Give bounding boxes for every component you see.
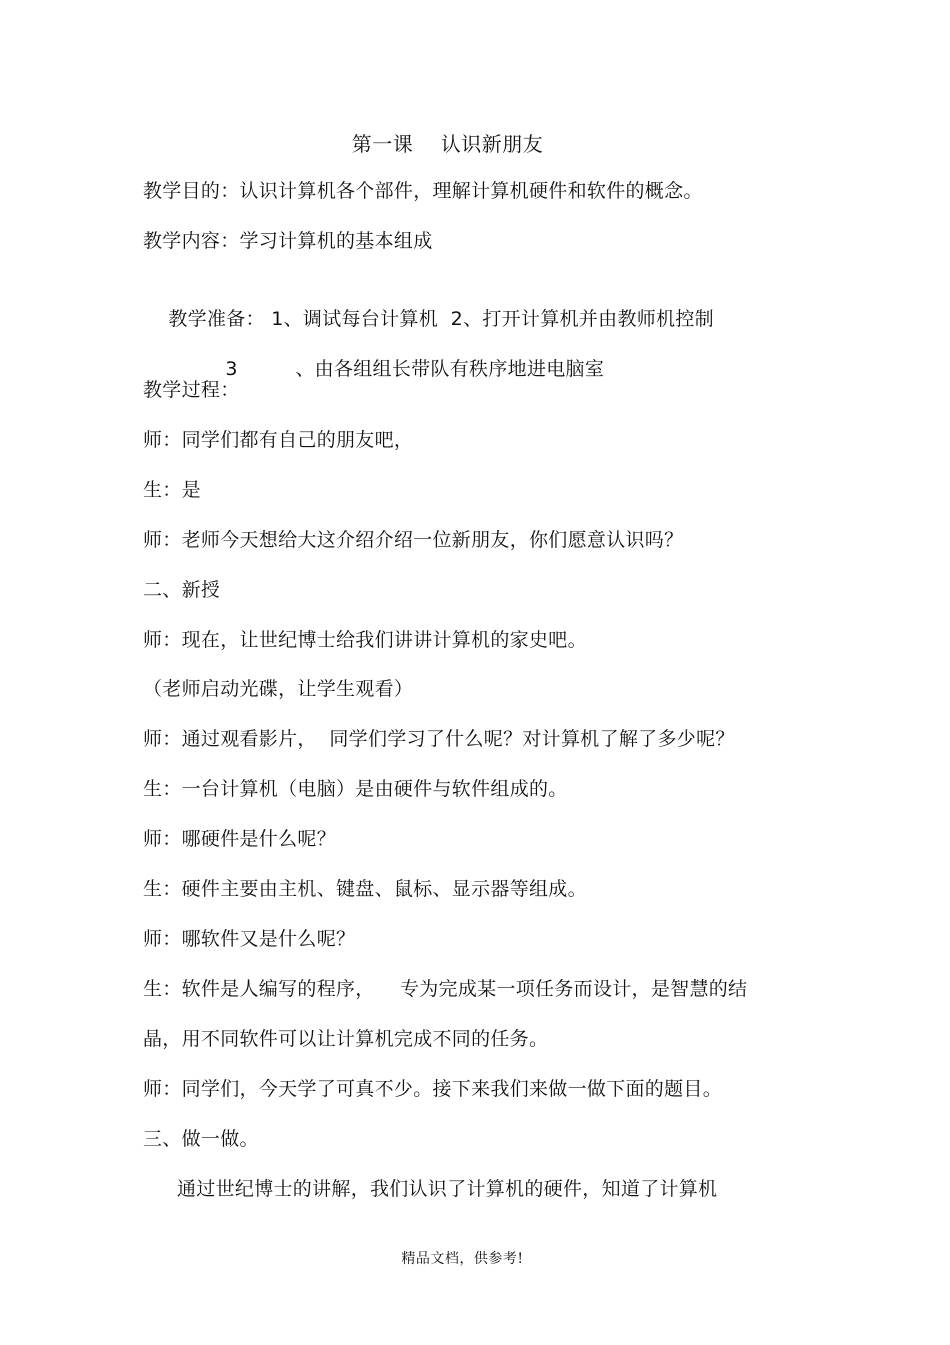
dialogue-line: 师：同学们，今天学了可真不少。接下来我们来做一做下面的题目。	[143, 1078, 723, 1100]
dialogue-line: 师：同学们都有自己的朋友吧，	[143, 429, 414, 451]
dialogue-line: 师：老师今天想给大这介绍介绍一位新朋友，你们愿意认识吗？	[143, 529, 684, 551]
teaching-process-label: 教学过程：	[143, 379, 240, 401]
dialogue-line: 师：哪软件又是什么呢？	[143, 928, 356, 950]
section-heading: 三、做一做。	[143, 1128, 259, 1150]
footer-note: 精品文档，供参考!	[401, 1251, 524, 1267]
dialogue-line: 师：通过观看影片， 同学们学习了什么呢？对计算机了解了多少呢？	[143, 728, 735, 750]
dialogue-line: 生：硬件主要由主机、键盘、鼠标、显示器等组成。	[143, 878, 587, 900]
prep-label: 教学准备：	[168, 308, 265, 330]
dialogue-line: 生：是	[143, 479, 201, 501]
dialogue-line: 师：哪硬件是什么呢？	[143, 828, 337, 850]
prep-item-1: 1、调试每台计算机	[264, 308, 445, 330]
lesson-title: 第一课 认识新朋友	[351, 132, 544, 156]
prep-item-3-text: 、由各组组长带队有秩序地进电脑室	[295, 358, 605, 380]
prep-item-3-number: 3	[225, 358, 238, 380]
dialogue-line: 生：软件是人编写的程序， 专为完成某一项任务而设计，是智慧的结	[143, 978, 748, 1000]
last-paragraph: 通过世纪博士的讲解，我们认识了计算机的硬件，知道了计算机	[177, 1178, 718, 1200]
teaching-content: 教学内容：学习计算机的基本组成	[143, 230, 433, 252]
prep-item-2: 2、打开计算机并由教师机控制	[444, 308, 714, 330]
dialogue-line: 生：一台计算机（电脑）是由硬件与软件组成的。	[143, 778, 568, 800]
stage-direction: （老师启动光碟，让学生观看）	[143, 678, 414, 700]
dialogue-line: 师：现在，让世纪博士给我们讲讲计算机的家史吧。	[143, 629, 587, 651]
section-heading: 二、新授	[143, 579, 221, 601]
dialogue-line-continuation: 晶，用不同软件可以让计算机完成不同的任务。	[143, 1028, 549, 1050]
teaching-objective: 教学目的：认识计算机各个部件，理解计算机硬件和软件的概念。	[143, 180, 703, 202]
teaching-preparation-item-3	[200, 327, 604, 411]
